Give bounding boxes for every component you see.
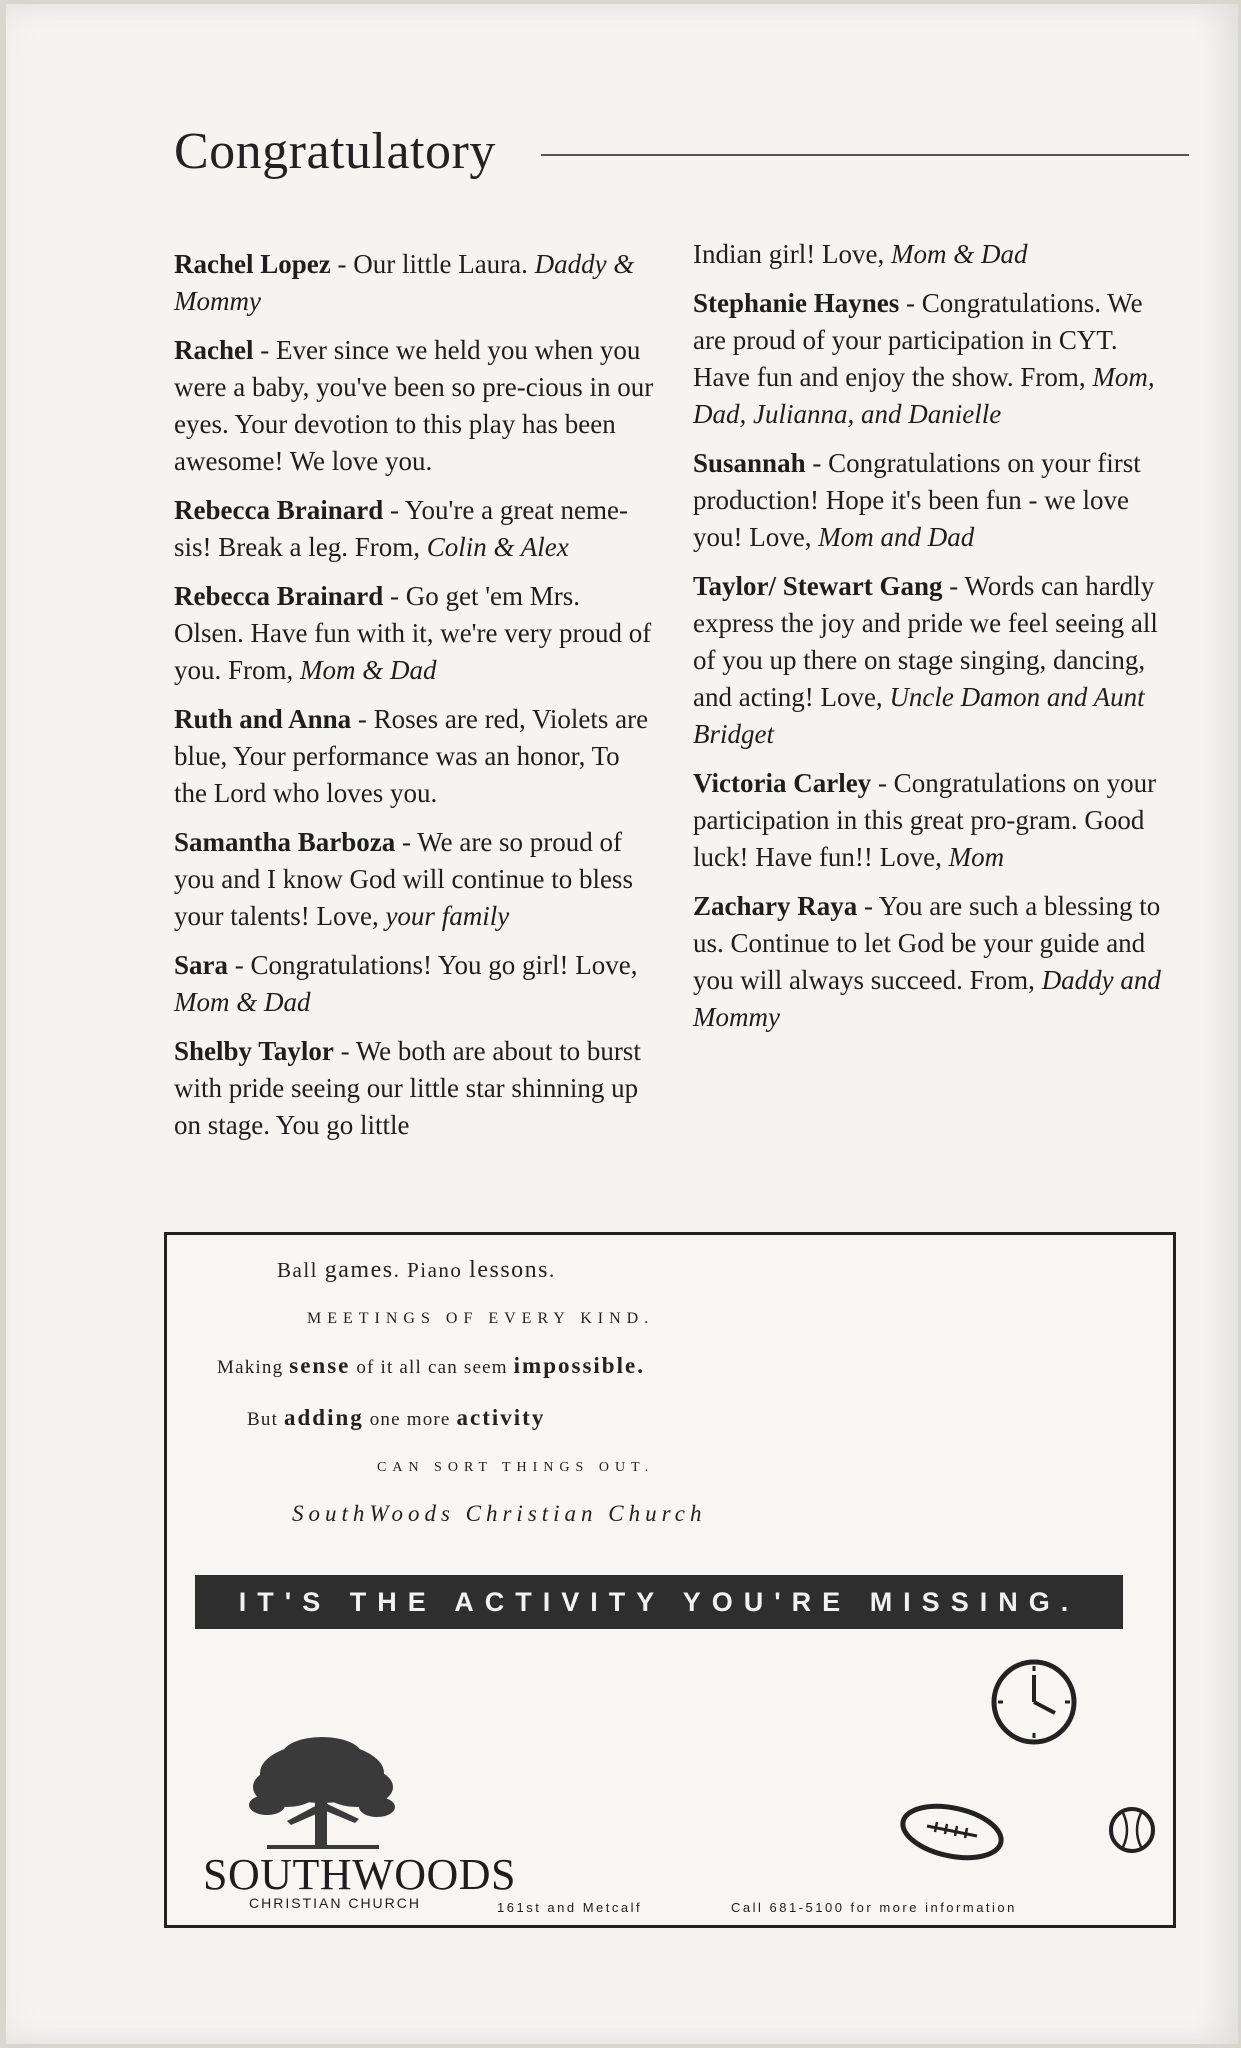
congratulatory-entry [174, 332, 654, 480]
logo-subtitle: CHRISTIAN CHURCH [249, 1895, 421, 1911]
entry-recipient: Sara [174, 950, 228, 980]
right-column [693, 236, 1181, 1048]
congratulatory-entry [174, 701, 654, 812]
entry-message: - Go get 'em Mrs. Olsen. Have fun with it, we're very proud of you. From, [174, 581, 652, 685]
entry-message: - Congratulations on your first production! Hope it's been fun - we love you! Love, [693, 448, 1141, 552]
entry-signature: Mom & Dad [174, 987, 311, 1017]
entry-signature: Colin & Alex [426, 532, 569, 562]
entry-message: Indian girl! Love, [693, 239, 891, 269]
entry-recipient: Rachel [174, 335, 254, 365]
entry-signature: Mom and Dad [818, 522, 975, 552]
entry-recipient: Stephanie Haynes [693, 288, 900, 318]
congratulatory-entry [174, 246, 654, 320]
entry-recipient: Taylor/ Stewart Gang [693, 571, 943, 601]
left-column [174, 246, 654, 1156]
entry-message: - Congratulations. We are proud of your participation in CYT. Have fun and enjoy the show. From, [693, 288, 1143, 392]
entry-message: - Our little Laura. [330, 249, 535, 279]
congratulatory-entry [174, 1033, 654, 1144]
baseball-icon [1107, 1805, 1157, 1855]
ad-line-2: MEETINGS OF EVERY KIND. [307, 1310, 655, 1327]
entry-signature: Mom, Dad, Julianna, and Danielle [693, 362, 1155, 429]
entry-signature: Mom & Dad [300, 655, 437, 685]
entry-message: - We are so proud of you and I know God will continue to bless your talents! Love, [174, 827, 633, 931]
page-heading: Congratulatory [174, 123, 496, 180]
entry-recipient: Susannah [693, 448, 806, 478]
ad-line-5: CAN SORT THINGS OUT. [377, 1460, 655, 1475]
congratulatory-entry [174, 947, 654, 1021]
entry-signature: your family [385, 901, 510, 931]
entry-recipient: Rebecca Brainard [174, 495, 384, 525]
entry-recipient: Victoria Carley [693, 768, 872, 798]
entry-recipient: Rebecca Brainard [174, 581, 384, 611]
entry-recipient: Ruth and Anna [174, 704, 352, 734]
entry-signature: Uncle Damon and Aunt Bridget [693, 682, 1145, 749]
clock-icon [987, 1653, 1081, 1747]
entry-message: - Congratulations! You go girl! Love, [228, 950, 638, 980]
congratulatory-entry [693, 236, 1181, 273]
congratulatory-entry [693, 765, 1181, 876]
congratulatory-entry [693, 445, 1181, 556]
ad-contact: Call 681-5100 for more information [731, 1900, 1017, 1915]
ad-line-4: But adding one more activity [247, 1405, 546, 1430]
congratulatory-entry [693, 568, 1181, 753]
congratulatory-entry [174, 492, 654, 566]
entry-recipient: Shelby Taylor [174, 1036, 334, 1066]
program-page [6, 4, 1238, 2044]
entry-message: - Words can hardly express the joy and pride we feel seeing all of you up there on stage singing, dancing, and acting! Love, [693, 571, 1158, 712]
entry-signature: Daddy and Mommy [693, 965, 1161, 1032]
logo-wordmark: SOUTHWOODS [203, 1850, 516, 1899]
entry-message: - You are such a blessing to us. Continue to let God be your guide and you will always succeed. From, [693, 891, 1161, 995]
entry-message: - We both are about to burst with pride seeing our little star shinning up on stage. You go little [174, 1036, 641, 1140]
entry-message: - You're a great neme-sis! Break a leg. From, [174, 495, 628, 562]
congratulatory-entry [174, 578, 654, 689]
ad-line-1: Ball games. Piano lessons. [277, 1257, 556, 1283]
church-advertisement [164, 1232, 1176, 1928]
congratulatory-entry [174, 824, 654, 935]
entry-signature: Mom [948, 842, 1005, 872]
ad-banner: IT'S THE ACTIVITY YOU'RE MISSING. [195, 1575, 1123, 1629]
heading-rule [541, 154, 1189, 156]
entry-message: - Congratulations on your participation in this great pro-gram. Good luck! Have fun!! Love, [693, 768, 1157, 872]
congratulatory-entry [693, 888, 1181, 1036]
ad-church-name: SouthWoods Christian Church [292, 1501, 707, 1526]
entry-recipient: Samantha Barboza [174, 827, 396, 857]
ad-line-3: Making sense of it all can seem impossible. [217, 1353, 645, 1378]
football-icon [897, 1800, 1007, 1864]
congratulatory-entry [693, 285, 1181, 433]
entry-signature: Mom & Dad [890, 239, 1028, 269]
entry-signature: Daddy & Mommy [174, 249, 635, 316]
tree-icon [247, 1735, 397, 1853]
entry-recipient: Zachary Raya [693, 891, 858, 921]
ad-address: 161st and Metcalf [497, 1900, 643, 1915]
entry-message: - Ever since we held you when you were a baby, you've been so pre-cious in our eyes. Your devotion to this play has been awesome! We love you. [174, 335, 654, 476]
entry-recipient: Rachel Lopez [174, 249, 331, 279]
entry-message: - Roses are red, Violets are blue, Your performance was an honor, To the Lord who loves you. [174, 704, 649, 808]
